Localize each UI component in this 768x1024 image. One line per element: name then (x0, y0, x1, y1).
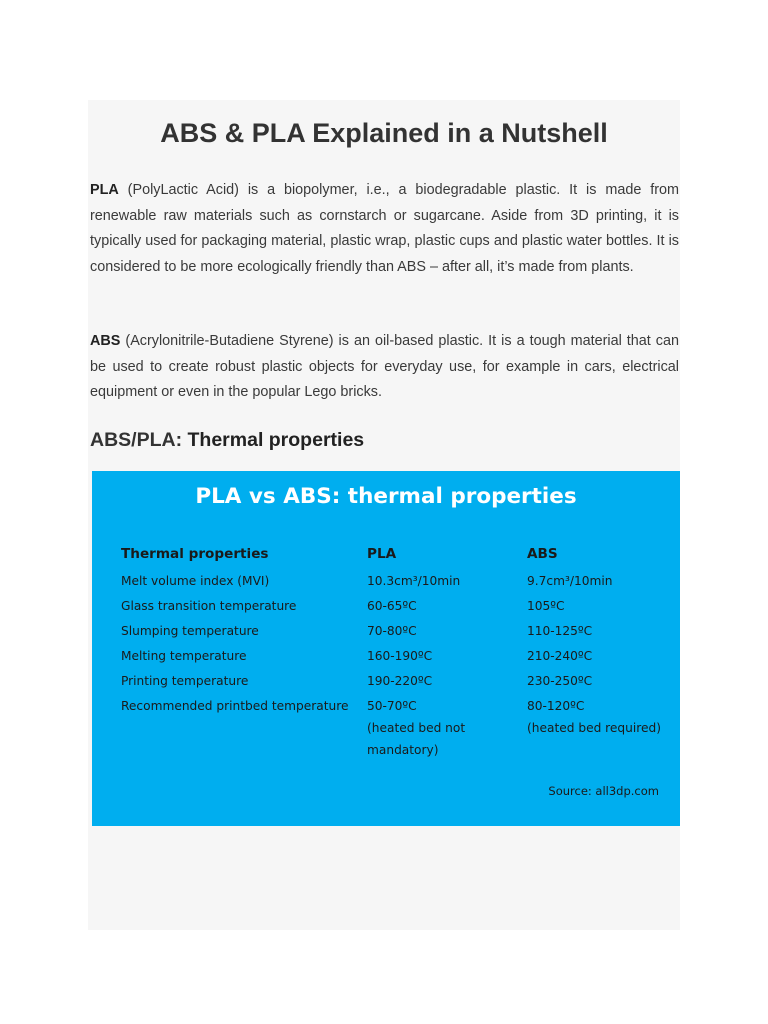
table-cell-abs: 230-250ºC (527, 674, 593, 688)
pla-bed-note-line2: mandatory) (367, 743, 439, 757)
table-row-label: Melting temperature (121, 649, 247, 663)
abs-paragraph (90, 329, 679, 406)
table-cell-abs: 210-240ºC (527, 649, 593, 663)
section-heading-prefix: ABS/PLA: (90, 429, 188, 451)
abs-bed-note: (heated bed required) (527, 721, 661, 735)
infographic-title: PLA vs ABS: thermal properties (195, 484, 577, 509)
table-row-label: Slumping temperature (121, 624, 259, 638)
section-heading (90, 429, 364, 452)
table-cell-abs: 105ºC (527, 599, 565, 613)
column-header-property: Thermal properties (121, 546, 269, 562)
table-row-label: Recommended printbed temperature (121, 699, 349, 713)
column-header-pla: PLA (367, 546, 397, 562)
table-row-label: Melt volume index (MVI) (121, 574, 270, 588)
column-header-abs: ABS (527, 546, 558, 562)
table-cell-abs: 80-120ºC (527, 699, 585, 713)
pla-description: (PolyLactic Acid) is a biopolymer, i.e., a biodegradable plastic. It is made from renewable raw materials such as cornstarch or sugarcane. Aside from 3D printing, it is typically used for packaging material, plastic wrap, plastic cups and plastic water bottles. It is considered to be more ecologically friendly than ABS – after all, it’s made from plants. (90, 182, 679, 275)
table-cell-abs: 110-125ºC (527, 624, 593, 638)
pla-bed-note-line1: (heated bed not (367, 721, 466, 735)
table-cell-pla: 50-70ºC (367, 699, 417, 713)
section-heading-bold: Thermal properties (187, 429, 365, 451)
document-page (88, 100, 680, 930)
thermal-properties-infographic (92, 471, 680, 826)
table-cell-pla: 190-220ºC (367, 674, 433, 688)
table-row-label: Printing temperature (121, 674, 249, 688)
pla-paragraph (90, 178, 679, 280)
pla-term: PLA (90, 182, 119, 198)
table-cell-pla: 10.3cm³/10min (367, 574, 461, 588)
page-title: ABS & PLA Explained in a Nutshell (160, 118, 608, 148)
table-cell-abs: 9.7cm³/10min (527, 574, 613, 588)
table-row-label: Glass transition temperature (121, 599, 297, 613)
abs-description: (Acrylonitrile-Butadiene Styrene) is an oil-based plastic. It is a tough material that can be used to create robust plastic objects for everyday use, for example in cars, electrical equipment or even in the popular Lego bricks. (90, 333, 679, 400)
abs-term: ABS (90, 333, 121, 349)
table-cell-pla: 60-65ºC (367, 599, 417, 613)
table-cell-pla: 160-190ºC (367, 649, 433, 663)
table-cell-pla: 70-80ºC (367, 624, 417, 638)
source-credit: Source: all3dp.com (548, 784, 659, 798)
